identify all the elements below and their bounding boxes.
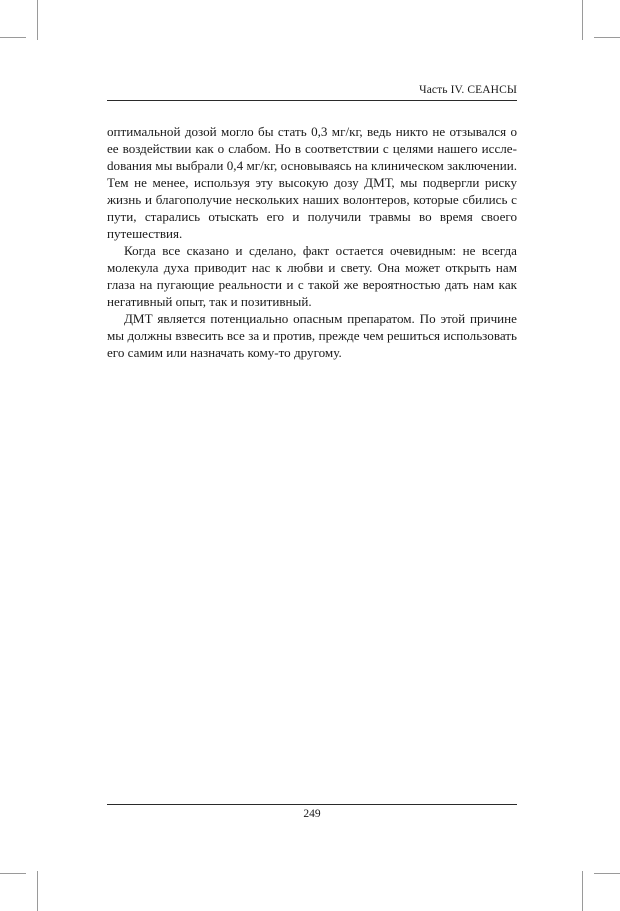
crop-mark-left-bottom bbox=[0, 873, 26, 874]
header-rule bbox=[107, 100, 517, 101]
crop-mark-right-bottom bbox=[594, 873, 620, 874]
paragraph: Когда все сказано и сделано, факт остается очевидным: не всегда молекула духа приводит нас к любви и свету. Она может открыть нам глаза на пугающие реальности и с такой же вероятностью дать нам как негативный опыт, так и позитивный. bbox=[107, 243, 517, 309]
paragraph: ДМТ является потенциально опасным препаратом. По этой причине мы должны взвесить все за и против, прежде чем решиться использовать его самим или назначать кому-то другому. bbox=[107, 311, 517, 360]
running-head: Часть IV. СЕАНСЫ bbox=[419, 84, 517, 96]
crop-mark-top-left bbox=[37, 0, 38, 40]
footer-rule bbox=[107, 804, 517, 805]
crop-mark-right-top bbox=[594, 37, 620, 38]
crop-mark-left-top bbox=[0, 37, 26, 38]
crop-mark-bottom-right bbox=[582, 871, 583, 911]
paragraph: оптимальной дозой могло бы стать 0,3 мг/кг, ведь никто не отзывался о ее воздействии как о слабом. Но в соответствии с целями нашего исслеdования мы выбрали 0,4 мг/кг, основываясь на клиническом заключении. Тем не менее, используя эту высокую дозу ДМТ, мы подвергли риску жизнь и благополучие нескольких наших волонтеров, которые сбились с пути, старались отыскать его и получили травмы во время своего путешествия. bbox=[107, 124, 517, 241]
crop-mark-bottom-left bbox=[37, 871, 38, 911]
crop-mark-top-right bbox=[582, 0, 583, 40]
body-text bbox=[107, 123, 517, 361]
page-number: 249 bbox=[303, 808, 321, 820]
